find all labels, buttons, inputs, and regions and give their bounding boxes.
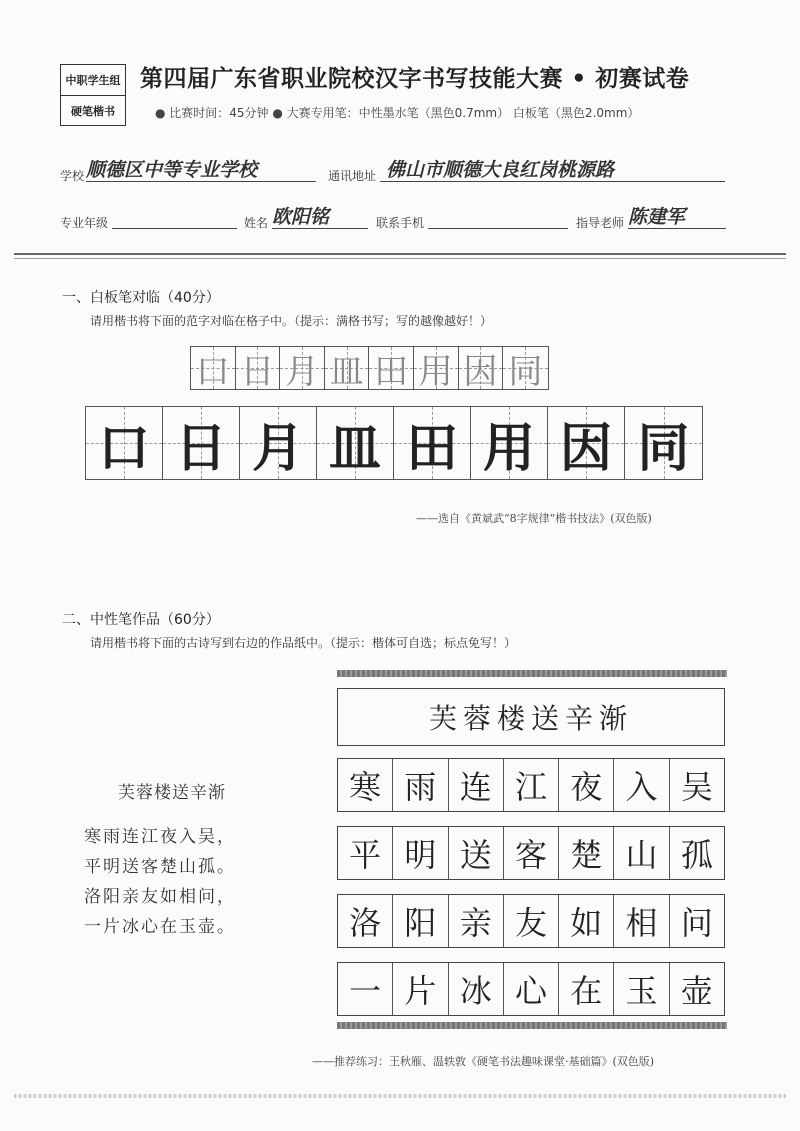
work-cell[interactable]: 壶	[680, 972, 713, 1010]
poem-line: 洛阳亲友如相问，	[84, 887, 236, 907]
practice-cell[interactable]: 因	[548, 407, 625, 479]
work-cell[interactable]: 送	[449, 827, 504, 879]
grade-field[interactable]	[112, 204, 237, 229]
work-cell[interactable]: 夜	[559, 759, 614, 811]
exam-title: 第四届广东省职业院校汉字书写技能大赛 • 初赛试卷	[140, 66, 690, 92]
work-cell[interactable]: 洛	[338, 895, 393, 947]
work-cell[interactable]: 楚	[559, 827, 614, 879]
work-cell[interactable]: 阳	[393, 895, 448, 947]
model-cell: 月	[280, 347, 325, 389]
poem-line: 一片冰心在玉壶。	[84, 917, 236, 937]
name-label: 姓名	[244, 216, 269, 230]
work-paper-bottom-band	[337, 1022, 727, 1029]
model-cell: 田	[369, 347, 414, 389]
work-cell[interactable]: 客	[504, 827, 559, 879]
phone-field[interactable]	[428, 204, 568, 229]
school-label: 学校	[60, 169, 85, 183]
model-cell: 因	[459, 347, 504, 389]
work-cell[interactable]: 心	[504, 963, 559, 1015]
grade-label: 专业年级	[60, 216, 109, 230]
work-cell[interactable]: 江	[504, 759, 559, 811]
section1-hint: 请用楷书将下面的范字对临在格子中。（提示：满格书写；写的越像越好！）	[90, 314, 493, 328]
poem-title: 芙蓉楼送辛渐	[118, 783, 226, 803]
teacher-field[interactable]	[628, 202, 726, 229]
work-cell[interactable]: 友	[504, 895, 559, 947]
work-cell[interactable]: 一	[338, 963, 393, 1015]
category-badge	[60, 64, 126, 126]
work-cell[interactable]: 玉	[614, 963, 669, 1015]
practice-cell[interactable]: 月	[240, 407, 317, 479]
work-cell[interactable]: 连	[449, 759, 504, 811]
work-cell[interactable]: 问	[680, 904, 713, 942]
work-cell[interactable]: 平	[338, 827, 393, 879]
work-row	[337, 894, 725, 948]
practice-cell[interactable]: 日	[163, 407, 240, 479]
work-row	[337, 826, 725, 880]
poem-line: 平明送客楚山孤。	[84, 857, 236, 877]
work-row	[337, 962, 725, 1016]
work-cell[interactable]: 明	[393, 827, 448, 879]
address-field[interactable]	[380, 155, 725, 182]
work-paper-top-band	[337, 670, 727, 677]
model-cell: 同	[503, 347, 548, 389]
section2-title: 二、中性笔作品（60分）	[62, 612, 220, 628]
work-title: 芙蓉楼送辛渐	[428, 702, 633, 735]
school-value: 顺德区中等专业学校	[86, 159, 258, 181]
work-cell[interactable]: 入	[614, 759, 669, 811]
scan-edge	[14, 1094, 786, 1098]
work-cell[interactable]: 冰	[449, 963, 504, 1015]
teacher-value: 陈建军	[628, 206, 686, 228]
model-cell: 日	[236, 347, 281, 389]
work-title-box[interactable]	[337, 688, 725, 746]
practice-cell[interactable]: 同	[625, 407, 702, 479]
divider	[14, 253, 786, 255]
practice-cell[interactable]: 用	[471, 407, 548, 479]
model-cell: 皿	[325, 347, 370, 389]
section1-title: 一、白板笔对临（40分）	[62, 290, 220, 306]
work-cell[interactable]: 雨	[393, 759, 448, 811]
work-cell[interactable]: 山	[614, 827, 669, 879]
work-row	[337, 758, 725, 812]
divider	[14, 258, 786, 259]
name-value: 欧阳铭	[272, 206, 330, 228]
work-cell[interactable]: 寒	[338, 759, 393, 811]
school-field[interactable]	[86, 155, 316, 182]
teacher-label: 指导老师	[576, 216, 625, 230]
exam-info: ● 比赛时间：45分钟 ● 大赛专用笔：中性墨水笔（黑色0.7mm） 白板笔（黑色2.0mm）	[155, 106, 640, 120]
badge-group: 中职学生组	[61, 65, 125, 96]
address-value: 佛山市顺德大良红岗桃源路	[386, 159, 615, 181]
work-cell[interactable]: 孤	[680, 836, 713, 874]
work-cell[interactable]: 相	[614, 895, 669, 947]
work-cell[interactable]: 如	[559, 895, 614, 947]
poem-line: 寒雨连江夜入吴，	[84, 827, 236, 847]
model-cell: 用	[414, 347, 459, 389]
work-cell[interactable]: 在	[559, 963, 614, 1015]
model-cell: 口	[191, 347, 236, 389]
name-field[interactable]	[272, 202, 368, 229]
work-cell[interactable]: 片	[393, 963, 448, 1015]
phone-label: 联系手机	[376, 216, 425, 230]
address-label: 通讯地址	[328, 169, 377, 183]
practice-cell[interactable]: 皿	[317, 407, 394, 479]
work-cell[interactable]: 亲	[449, 895, 504, 947]
section2-citation: ——推荐练习：王秋雁、温轶敦《硬笔书法趣味课堂·基础篇》(双色版)	[312, 1055, 655, 1068]
work-cell[interactable]: 吴	[680, 768, 713, 806]
practice-cell[interactable]: 田	[394, 407, 471, 479]
section2-hint: 请用楷书将下面的古诗写到右边的作品纸中。（提示：楷体可自选；标点免写！）	[90, 636, 517, 650]
practice-cell[interactable]: 口	[86, 407, 163, 479]
model-char-grid	[190, 346, 549, 390]
section1-citation: ——选自《黄斌武“8字规律”楷书技法》(双色版)	[416, 512, 652, 525]
badge-type: 硬笔楷书	[71, 105, 115, 118]
practice-char-grid	[85, 406, 703, 480]
